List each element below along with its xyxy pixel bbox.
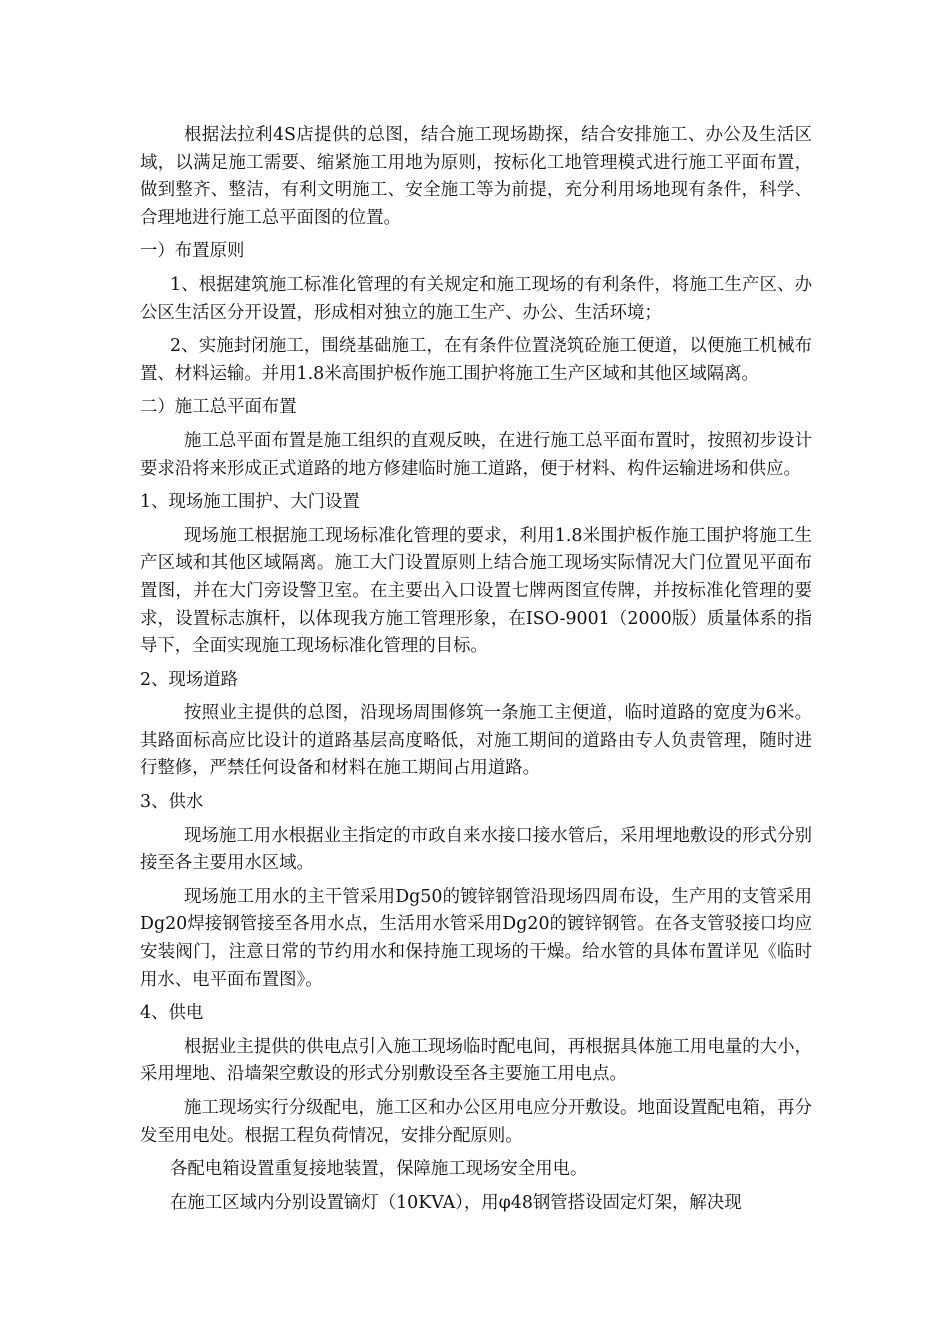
subheading-power-supply: 4、供电 — [140, 1003, 204, 1024]
subheading-enclosure-gate: 1、现场施工围护、大门设置 — [140, 492, 360, 513]
power-supply-paragraph-4: 在施工区域内分别设置镝灯（10KVA），用φ48钢管搭设固定灯架，解决现 — [170, 1192, 742, 1213]
power-supply-paragraph-1: 根据业主提供的供电点引入施工现场临时配电间，再根据具体施工用电量的大小，采用埋地、沿墙架空敷设的形式分别敷设至各主要施工用电点。 — [140, 1036, 812, 1085]
water-supply-paragraph-2: 现场施工用水的主干管采用Dg50的镀锌钢管沿现场四周布设，生产用的支管采用Dg20焊接钢管接至各用水点，生活用水管采用Dg20的镀锌钢管。在各支管驳接口均应安装阀门，注意日常的节约用水和保持施工现场的干燥。给水管的具体布置详见《临时用水、电平面布置图》。 — [140, 886, 812, 990]
general-layout-paragraph: 施工总平面布置是施工组织的直观反映，在进行施工总平面布置时，按照初步设计要求沿将来形成正式道路的地方修建临时施工道路，便于材料、构件运输进场和供应。 — [140, 430, 812, 479]
enclosure-gate-paragraph: 现场施工根据施工现场标准化管理的要求，利用1.8米围护板作施工围护将施工生产区域和其他区域隔离。施工大门设置原则上结合施工现场实际情况大门位置见平面布置图，并在大门旁设警卫室。在主要出入口设置七牌两图宣传牌，并按标准化管理的要求，设置标志旗杆，以体现我方施工管理形象，在ISO-9001（2000版）质量体系的指导下，全面实现施工现场标准化管理的目标。 — [140, 525, 812, 657]
document-page — [140, 122, 812, 1223]
intro-paragraph: 根据法拉利4S店提供的总图，结合施工现场勘探，结合安排施工、办公及生活区域，以满足施工需要、缩紧施工用地为原则，按标化工地管理模式进行施工平面布置，做到整齐、整洁，有利文明施工、安全施工等为前提，充分利用场地现有条件，科学、合理地进行施工总平面图的位置。 — [140, 125, 812, 228]
site-roads-paragraph: 按照业主提供的总图，沿现场周围修筑一条施工主便道，临时道路的宽度为6米。其路面标高应比设计的道路基层高度略低，对施工期间的道路由专人负责管理，随时进行整修，严禁任何设备和材料在施工期间占用道路。 — [140, 703, 812, 779]
section-heading-general-layout: 二）施工总平面布置 — [140, 397, 297, 418]
subheading-water-supply: 3、供水 — [140, 792, 204, 813]
principle-item-2: 2、实施封闭施工，围绕基础施工，在有条件位置浇筑砼施工便道，以便施工机械布置、材料运输。并用1.8米高围护板作施工围护将施工生产区域和其他区域隔离。 — [140, 336, 812, 384]
subheading-site-roads: 2、现场道路 — [140, 669, 239, 690]
power-supply-paragraph-3: 各配电箱设置重复接地装置，保障施工现场安全用电。 — [170, 1159, 588, 1180]
principle-item-1: 1、根据建筑施工标准化管理的有关规定和施工现场的有利条件，将施工生产区、办公区生活区分开设置，形成相对独立的施工生产、办公、生活环境； — [140, 274, 812, 323]
section-heading-layout-principles: 一）布置原则 — [140, 241, 245, 262]
water-supply-paragraph-1: 现场施工用水根据业主指定的市政自来水接口接水管后，采用埋地敷设的形式分别接至各主要用水区域。 — [140, 825, 812, 874]
power-supply-paragraph-2: 施工现场实行分级配电，施工区和办公区用电应分开敷设。地面设置配电箱，再分发至用电处。根据工程负荷情况，安排分配原则。 — [140, 1098, 812, 1146]
